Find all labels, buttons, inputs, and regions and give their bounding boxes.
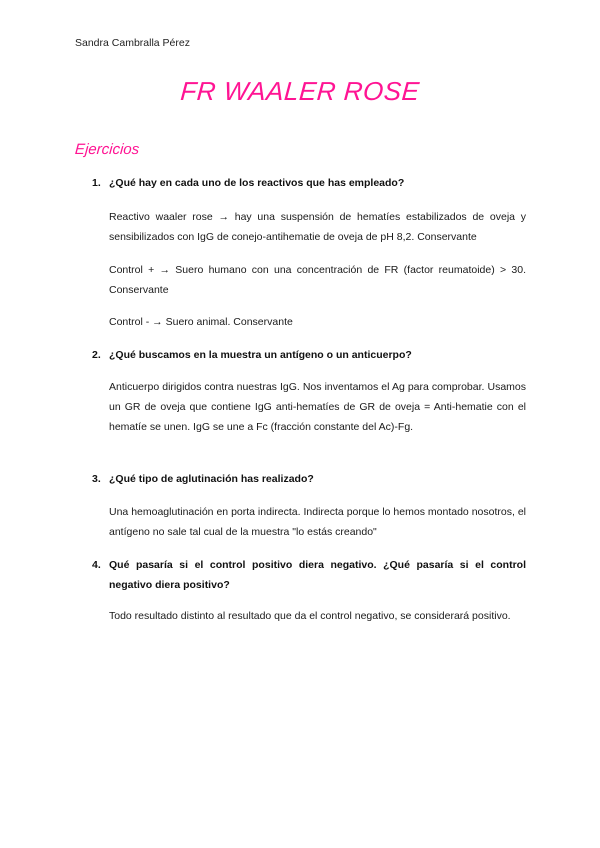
answer-2-1: Anticuerpo dirigidos contra nuestras IgG. Nos inventamos el Ag para comprobar. Usamos un GR de oveja que contiene IgG anti-hematíes de GR de oveja = Anti-hematie con el hematíe se unen. IgG se une a Fc (fracción constante del Ac)-Fg.: [109, 381, 526, 433]
question-3: [92, 469, 526, 489]
question-text: ¿Qué hay en cada uno de los reactivos que has empleado?: [109, 177, 405, 189]
answer-1-3: Control - → Suero animal. Conservante: [109, 316, 293, 328]
question-number: 2.: [92, 349, 101, 361]
question-text: Qué pasaría si el control positivo diera negativo. ¿Qué pasaría si el control negativo diera positivo?: [109, 559, 526, 591]
section-title: Ejercicios: [74, 141, 140, 158]
question-number: 1.: [92, 177, 101, 189]
answer-4-1: Todo resultado distinto al resultado que da el control negativo, se considerará positivo.: [109, 610, 511, 622]
author-name: Sandra Cambralla Pérez: [75, 37, 190, 49]
question-text: ¿Qué tipo de aglutinación has realizado?: [109, 473, 314, 485]
document-title: FR WAALER ROSE: [179, 76, 421, 106]
question-4: [92, 555, 526, 595]
answer-1-1: Reactivo waaler rose → hay una suspensión de hematíes estabilizados de oveja y sensibilizados con IgG de conejo-antihematie de oveja de pH 8,2. Conservante: [109, 211, 526, 243]
answer-1-2: Control + → Suero humano con una concentración de FR (factor reumatoide) > 30. Conservante: [109, 264, 526, 296]
question-number: 4.: [92, 559, 101, 571]
question-text: ¿Qué buscamos en la muestra un antígeno o un anticuerpo?: [109, 349, 412, 361]
question-2: [92, 345, 526, 365]
question-1: [92, 173, 526, 193]
question-number: 3.: [92, 473, 101, 485]
answer-3-1: Una hemoaglutinación en porta indirecta. Indirecta porque lo hemos montado nosotros, el antígeno no sale tal cual de la muestra "lo estás creando": [109, 506, 526, 538]
